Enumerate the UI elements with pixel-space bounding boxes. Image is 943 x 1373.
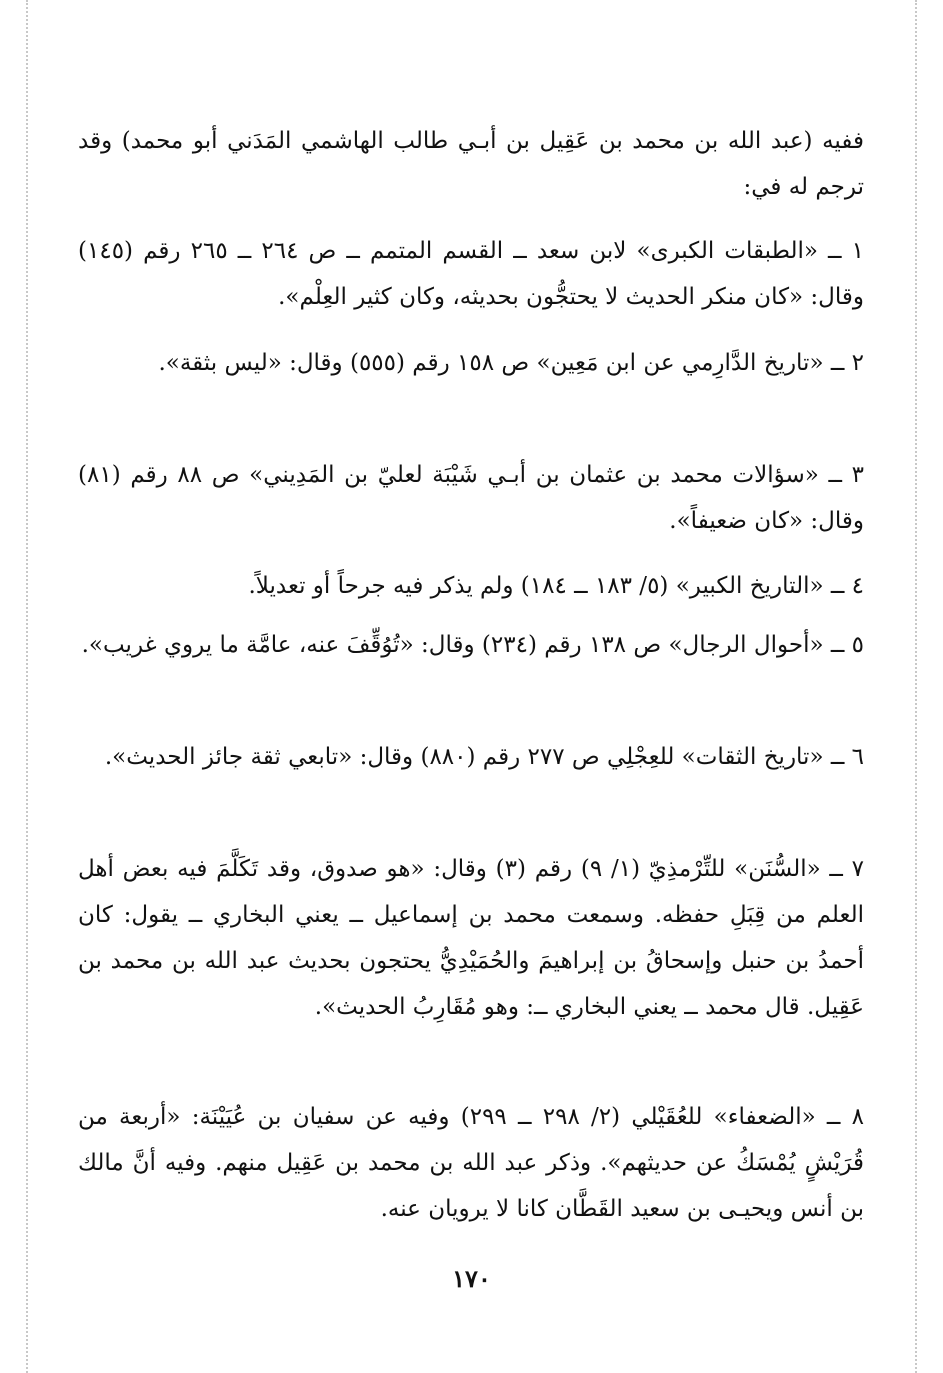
entry-4 [78,563,864,609]
entry-8 [78,1094,864,1232]
entry-3 [78,452,864,544]
entry-4-text: ٤ ــ «التاريخ الكبير» (٥/ ١٨٣ ــ ١٨٤) ولم يذكر فيه جرحاً أو تعديلاً. [248,573,864,599]
entry-6 [78,734,864,780]
intro-text: ففيه (عبد الله بن محمد بن عَقِيل بن أبـي طالب الهاشمي المَدَني أبو محمد) وقد ترجم له في: [78,128,864,200]
page-number: ١٧٠ [452,1264,491,1293]
left-margin-dots [26,0,28,1373]
entry-7 [78,846,864,1030]
intro-paragraph [78,118,864,210]
entry-3-text: ٣ ــ «سؤالات محمد بن عثمان بن أبـي شَيْبَة لعليّ بن المَدِيني» ص ٨٨ رقم (٨١) وقال: «كان ضعيفاً». [78,462,864,534]
entry-5 [78,622,864,668]
entry-2 [78,340,864,386]
entry-1 [78,228,864,320]
entry-7-text: ٧ ــ «السُّنَن» للتِّرْمذِيّ (١/ ٩) رقم (٣) وقال: «هو صدوق، وقد تَكَلَّمَ فيه بعض أهل العلم من قِبَلِ حفظه. وسمعت محمد بن إسماعيل ــ يعني البخاري ــ يقول: كان أحمدُ بن حنبل وإسحاقُ بن إبراهيمَ والحُمَيْدِيُّ يحتجون بحديث عبد الله بن محمد بن عَقِيل. قال محمد ــ يعني البخاري ــ: وهو مُقَارِبُ الحديث». [78,856,865,1020]
right-margin-dots [915,0,917,1373]
entry-1-text: ١ ــ «الطبقات الكبرى» لابن سعد ــ القسم المتمم ــ ص ٢٦٤ ــ ٢٦٥ رقم (١٤٥) وقال: «كان منكر الحديث لا يحتجُّون بحديثه، وكان كثير العِلْم». [78,238,864,310]
entry-6-text: ٦ ــ «تاريخ الثقات» للعِجْلِي ص ٢٧٧ رقم (٨٨٠) وقال: «تابعي ثقة جائز الحديث». [104,744,864,770]
entry-2-text: ٢ ــ «تاريخ الدَّارِمي عن ابن مَعِين» ص ١٥٨ رقم (٥٥٥) وقال: «ليس بثقة». [158,350,864,376]
entry-8-text: ٨ ــ «الضعفاء» للعُقَيْلي (٢/ ٢٩٨ ــ ٢٩٩) وفيه عن سفيان بن عُيَيْنَة: «أربعة من قُرَيْشٍ يُمْسَكُ عن حديثهم». وذكر عبد الله بن محمد بن عَقِيل منهم. وفيه أنَّ مالك بن أنس ويحيـى بن سعيد القَطَّان كانا لا يرويان عنه. [78,1104,864,1222]
entry-5-text: ٥ ــ «أحوال الرجال» ص ١٣٨ رقم (٢٣٤) وقال: «تُوُقِّفَ عنه، عامَّة ما يروي غريب». [81,632,864,658]
